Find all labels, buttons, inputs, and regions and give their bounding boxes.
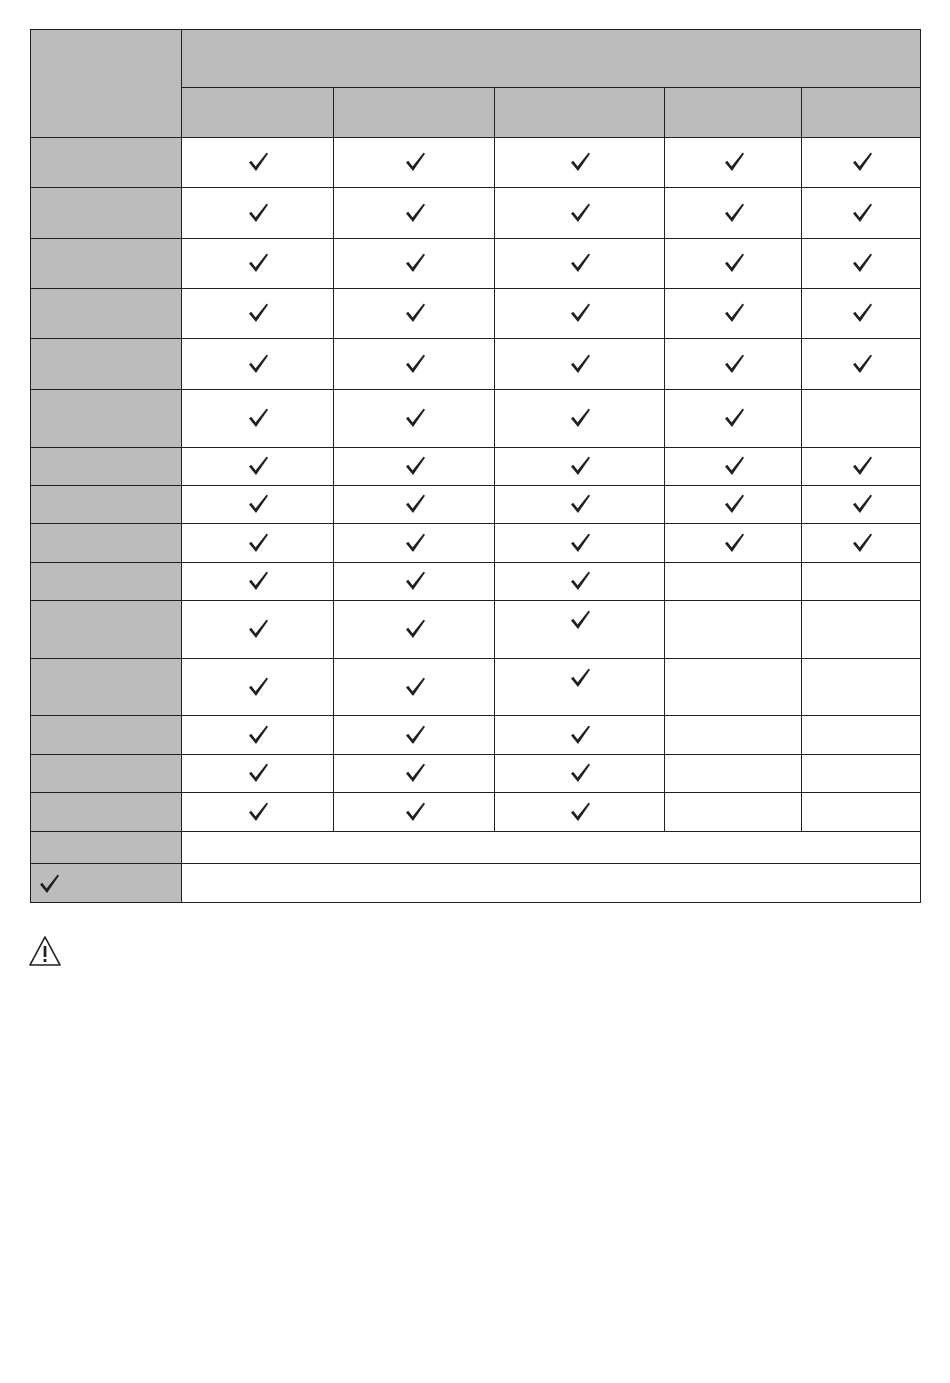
table-cell bbox=[664, 754, 802, 793]
checkmark-icon bbox=[569, 724, 591, 746]
checkmark-icon bbox=[569, 455, 591, 477]
table-cell bbox=[801, 389, 921, 448]
row-header-1 bbox=[30, 137, 182, 188]
checkmark-icon bbox=[404, 801, 426, 823]
table-cell bbox=[664, 562, 802, 601]
row-header-10 bbox=[30, 562, 182, 601]
checkmark-icon bbox=[569, 302, 591, 324]
checkmark-icon bbox=[247, 724, 269, 746]
column-header-1 bbox=[181, 87, 334, 138]
legend-label-1 bbox=[30, 831, 182, 864]
checkmark-icon bbox=[404, 353, 426, 375]
checkmark-icon bbox=[569, 202, 591, 224]
checkmark-icon bbox=[247, 532, 269, 554]
checkmark-icon bbox=[851, 455, 873, 477]
checkmark-icon bbox=[247, 151, 269, 173]
checkmark-icon bbox=[569, 609, 591, 631]
checkmark-icon bbox=[569, 570, 591, 592]
row-header-15 bbox=[30, 792, 182, 832]
checkmark-icon bbox=[404, 618, 426, 640]
checkmark-icon bbox=[247, 407, 269, 429]
checkmark-icon bbox=[723, 532, 745, 554]
checkmark-icon bbox=[569, 407, 591, 429]
checkmark-icon bbox=[247, 570, 269, 592]
row-header-9 bbox=[30, 523, 182, 563]
checkmark-icon bbox=[569, 493, 591, 515]
checkmark-icon bbox=[723, 407, 745, 429]
row-header-5 bbox=[30, 338, 182, 390]
checkmark-icon bbox=[247, 353, 269, 375]
checkmark-icon bbox=[404, 762, 426, 784]
checkmark-icon bbox=[851, 202, 873, 224]
checkmark-icon bbox=[247, 676, 269, 698]
checkmark-icon bbox=[723, 353, 745, 375]
checkmark-icon bbox=[247, 762, 269, 784]
table-cell bbox=[664, 792, 802, 832]
checkmark-icon bbox=[404, 302, 426, 324]
checkmark-icon bbox=[851, 252, 873, 274]
checkmark-icon bbox=[723, 252, 745, 274]
row-header-6 bbox=[30, 389, 182, 448]
checkmark-icon bbox=[851, 151, 873, 173]
column-header-5 bbox=[801, 87, 921, 138]
checkmark-icon bbox=[569, 353, 591, 375]
checkmark-icon bbox=[404, 252, 426, 274]
checkmark-icon bbox=[247, 202, 269, 224]
column-header-3 bbox=[494, 87, 665, 138]
checkmark-icon bbox=[404, 676, 426, 698]
checkmark-icon bbox=[723, 202, 745, 224]
table-cell bbox=[801, 754, 921, 793]
table-cell bbox=[801, 600, 921, 659]
checkmark-icon bbox=[404, 493, 426, 515]
checkmark-icon bbox=[569, 667, 591, 689]
column-header-2 bbox=[333, 87, 495, 138]
checkmark-icon bbox=[569, 151, 591, 173]
table-cell bbox=[664, 658, 802, 716]
checkmark-icon bbox=[851, 493, 873, 515]
warning-icon bbox=[28, 935, 62, 967]
checkmark-icon bbox=[247, 493, 269, 515]
checkmark-icon bbox=[851, 353, 873, 375]
table-group-header bbox=[181, 29, 921, 88]
row-header-8 bbox=[30, 485, 182, 524]
checkmark-icon bbox=[404, 151, 426, 173]
checkmark-icon bbox=[247, 455, 269, 477]
row-header-2 bbox=[30, 187, 182, 239]
checkmark-icon bbox=[404, 532, 426, 554]
checkmark-icon bbox=[247, 302, 269, 324]
row-header-13 bbox=[30, 715, 182, 755]
checkmark-icon bbox=[569, 532, 591, 554]
legend-note-2 bbox=[181, 863, 921, 903]
checkmark-icon bbox=[569, 252, 591, 274]
row-header-12 bbox=[30, 658, 182, 716]
table-cell bbox=[801, 562, 921, 601]
table-cell bbox=[664, 600, 802, 659]
table-corner-header bbox=[30, 29, 182, 138]
checkmark-icon bbox=[404, 202, 426, 224]
checkmark-icon bbox=[247, 618, 269, 640]
row-header-3 bbox=[30, 238, 182, 289]
checkmark-icon bbox=[723, 493, 745, 515]
checkmark-icon bbox=[851, 532, 873, 554]
checkmark-icon bbox=[404, 407, 426, 429]
table-cell bbox=[664, 715, 802, 755]
checkmark-icon bbox=[723, 151, 745, 173]
table-cell bbox=[801, 715, 921, 755]
checkmark-icon bbox=[247, 252, 269, 274]
row-header-4 bbox=[30, 288, 182, 339]
row-header-11 bbox=[30, 600, 182, 659]
checkmark-icon bbox=[404, 570, 426, 592]
column-header-4 bbox=[664, 87, 802, 138]
checkmark-icon bbox=[404, 724, 426, 746]
checkmark-icon bbox=[723, 302, 745, 324]
checkmark-icon bbox=[247, 801, 269, 823]
table-cell bbox=[801, 792, 921, 832]
checkmark-icon bbox=[723, 455, 745, 477]
legend-checkmark-icon bbox=[38, 873, 60, 895]
row-header-7 bbox=[30, 447, 182, 486]
checkmark-icon bbox=[569, 801, 591, 823]
checkmark-icon bbox=[851, 302, 873, 324]
checkmark-icon bbox=[569, 762, 591, 784]
row-header-14 bbox=[30, 754, 182, 793]
table-cell bbox=[801, 658, 921, 716]
checkmark-icon bbox=[404, 455, 426, 477]
legend-note-1 bbox=[181, 831, 921, 864]
